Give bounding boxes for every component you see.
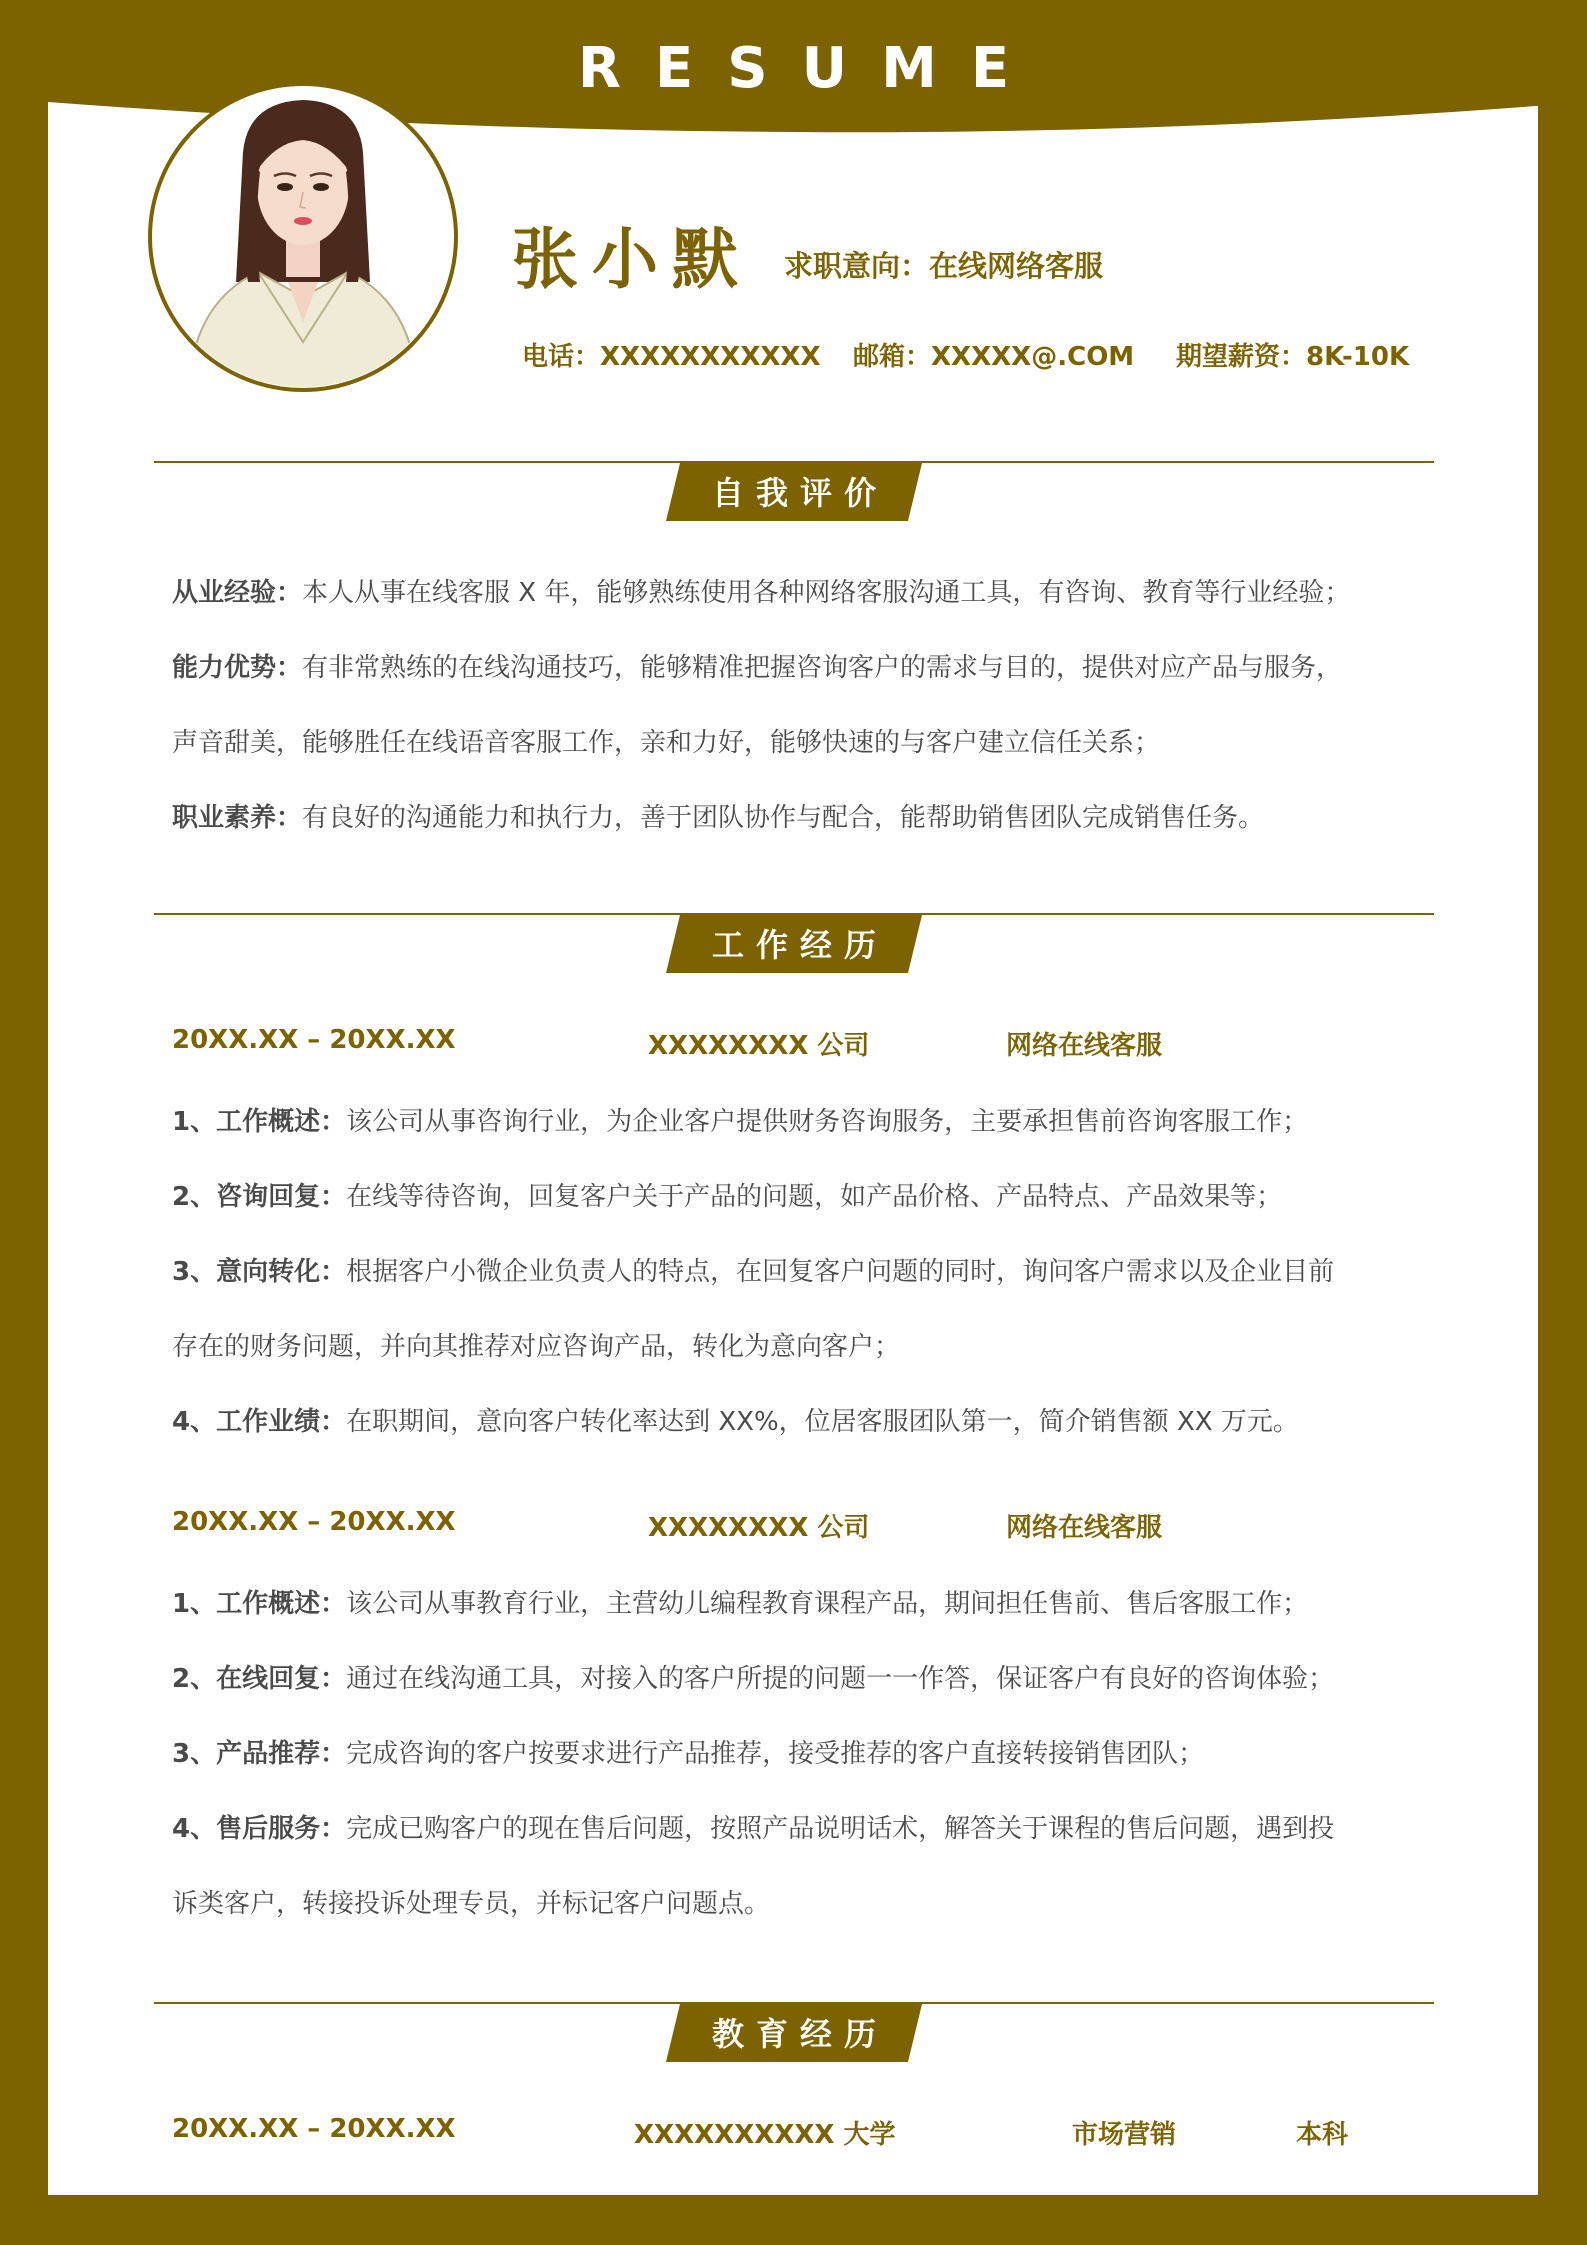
job-period: 20XX.XX – 20XX.XX — [172, 1025, 456, 1055]
job-period: 20XX.XX – 20XX.XX — [172, 1507, 456, 1537]
section-header-education — [154, 2002, 1434, 2062]
job-line: 存在的财务问题，并向其推荐对应咨询产品，转化为意向客户； — [172, 1332, 901, 1362]
job-position: 网络在线客服 — [1006, 1513, 1163, 1543]
job-line: 2、在线回复：通过在线沟通工具，对接入的客户所提的问题一一作答，保证客户有良好的咨询体验； — [172, 1664, 1335, 1694]
job-position: 网络在线客服 — [1006, 1031, 1163, 1061]
contact-phone: 电话：XXXXXXXXXXX — [522, 342, 821, 372]
edu-degree: 本科 — [1296, 2120, 1349, 2150]
contact-salary: 期望薪资：8K-10K — [1176, 342, 1410, 372]
section-title: 工作经历 — [711, 926, 888, 964]
job-line: 2、咨询回复：在线等待咨询，回复客户关于产品的问题，如产品价格、产品特点、产品效果等； — [172, 1182, 1283, 1212]
self-eval-line: 从业经验：本人从事在线客服 X 年，能够熟练使用各种网络客服沟通工具，有咨询、教育等行业经验； — [172, 578, 1351, 608]
job-line: 3、产品推荐：完成咨询的客户按要求进行产品推荐，接受推荐的客户直接转接销售团队； — [172, 1739, 1205, 1769]
resume-paper — [48, 100, 1538, 2195]
edu-school: XXXXXXXXXX 大学 — [634, 2120, 896, 2150]
self-eval-line: 能力优势：有非常熟练的在线沟通技巧，能够精准把握咨询客户的需求与目的，提供对应产品与服务， — [172, 653, 1343, 683]
job-line: 诉类客户，转接投诉处理专员，并标记客户问题点。 — [172, 1889, 771, 1919]
job-line: 1、工作概述：该公司从事教育行业，主营幼儿编程教育课程产品，期间担任售前、售后客服工作； — [172, 1589, 1309, 1619]
job-target: 求职意向：在线网络客服 — [784, 249, 1104, 283]
self-eval-line: 职业素养：有良好的沟通能力和执行力，善于团队协作与配合，能帮助销售团队完成销售任务。 — [172, 803, 1265, 833]
job-line: 4、售后服务：完成已购客户的现在售后问题，按照产品说明话术，解答关于课程的售后问题，遇到投 — [172, 1814, 1335, 1844]
avatar — [148, 82, 458, 392]
job-company: XXXXXXXX 公司 — [648, 1031, 870, 1061]
section-header-self-eval — [154, 461, 1434, 521]
job-line: 1、工作概述：该公司从事咨询行业，为企业客户提供财务咨询服务，主要承担售前咨询客服工作； — [172, 1107, 1309, 1137]
resume-title: RESUME — [577, 36, 1044, 101]
contact-email: 邮箱：XXXXX@.COM — [853, 342, 1135, 372]
job-line: 3、意向转化：根据客户小微企业负责人的特点，在回复客户问题的同时，询问客户需求以及企业目前 — [172, 1257, 1335, 1287]
section-header-work — [154, 913, 1434, 973]
section-title: 自我评价 — [711, 474, 888, 512]
job-line: 4、工作业绩：在职期间，意向客户转化率达到 XX%，位居客服团队第一，简介销售额 XX 万元。 — [172, 1407, 1299, 1437]
candidate-name: 张小默 — [512, 221, 752, 298]
edu-period: 20XX.XX – 20XX.XX — [172, 2114, 456, 2144]
job-company: XXXXXXXX 公司 — [648, 1513, 870, 1543]
section-title: 教育经历 — [711, 2015, 888, 2053]
self-eval-line: 声音甜美，能够胜任在线语音客服工作，亲和力好，能够快速的与客户建立信任关系； — [172, 728, 1161, 758]
edu-major: 市场营销 — [1072, 2120, 1177, 2150]
